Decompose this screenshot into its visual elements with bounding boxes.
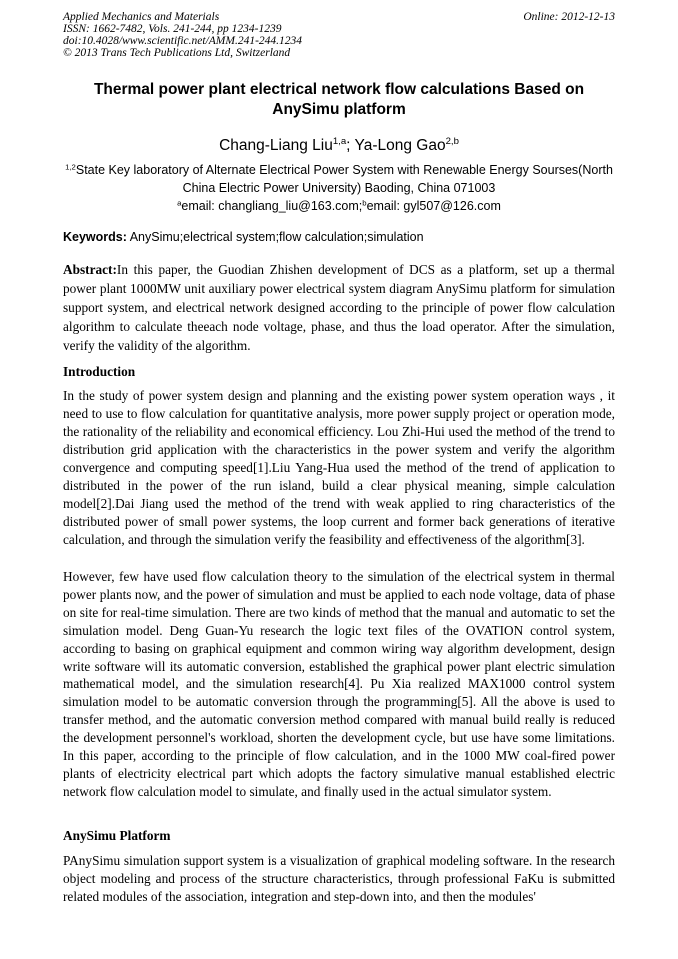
introduction-paragraph-1: In the study of power system design and planning and the existing power system operation ways , it need to use to flow calculation for quantitative analysis, more power supply project or operation mode, the rationality of the reliability and economical efficiency. Lou Zhi-Hui used the method of the trend to distribution grid application with the characteristics in the power system and verify the algorithm convergence and computing speed[1].Liu Yang-Hua used the method of the trend of application to distributed in the power of the run island, build a clear physical meaning, simple calculation model[2].Dai Jiang used the method of the trend with weak applied to ring characteristics of the distributed power of small power systems, the loop current and former back generations of iterative calculation, and through the simulation verify the feasibility and effectiveness of the algorithm[3]. xyxy=(63,388,615,547)
email-a-sup: a xyxy=(177,198,182,208)
author-1-sup: 1,a xyxy=(332,136,347,148)
email-a: email: changliang_liu@163.com; xyxy=(181,199,363,213)
author-2: Ya-Long Gao xyxy=(354,137,446,154)
aff-text: State Key laboratory of Alternate Electrical Power System with Renewable Energy Sourses(North China Electric Power University) Baoding, China 071003 xyxy=(75,163,613,195)
journal-header xyxy=(63,11,615,59)
anysimu-heading: AnySimu Platform xyxy=(63,828,171,843)
affiliation xyxy=(63,161,615,215)
introduction-heading: Introduction xyxy=(63,364,136,379)
abstract-label: Abstract: xyxy=(63,262,117,277)
doi: doi:10.4028/www.scientific.net/AMM.241-244.1234 xyxy=(63,35,303,47)
author-2-sup: 2,b xyxy=(445,136,459,148)
email-b-sup: b xyxy=(362,198,367,208)
online-date: Online: 2012-12-13 xyxy=(523,11,615,23)
issn: ISSN: 1662-7482, Vols. 241-244, pp 1234-1239 xyxy=(63,23,282,35)
abstract-text: In this paper, the Guodian Zhishen development of DCS as a platform, set up a thermal power plant 1000MW unit auxiliary power electrical system diagram AnySimu platform for simulation support system, and electrical network designed according to the principle of power flow calculation algorithm to calculate theeach node voltage, phase, and thus the load operator. After the simulation, verify the validity of the algorithm. xyxy=(63,262,615,353)
copyright: © 2013 Trans Tech Publications Ltd, Switzerland xyxy=(63,47,291,59)
keywords-label: Keywords: xyxy=(63,230,127,244)
author-sep: ; xyxy=(346,137,355,154)
email-b: email: gyl507@126.com xyxy=(366,199,501,213)
keywords-text: AnySimu;electrical system;flow calculation;simulation xyxy=(126,230,424,244)
authors xyxy=(63,137,615,155)
anysimu-paragraph: PAnySimu simulation support system is a visualization of graphical modeling software. In the research object modeling and process of the structure characteristics, through professional FaKu is submitted related modules of the association, integration and step-down into, and then the modules' xyxy=(63,853,615,904)
aff-sup: 1,2 xyxy=(65,162,76,172)
journal-name: Applied Mechanics and Materials xyxy=(63,11,220,23)
introduction-paragraph-2: However, few have used flow calculation theory to the simulation of the electrical system in thermal power plants now, and the power of simulation and must be applied to each node voltage, data of phase on site for real-time simulation. There are two kinds of method that the manual and automatic to set the simulation model. Deng Guan-Yu research the logic text files of the OVATION control system, according to basing on graphical equipment and common wiring way algorithm development, design write software will its automatic conversion, established the graphical power plant electric simulation mathematical model, and the simulation research[4]. Pu Xia realized MAX1000 control system simulation model to be automatic conversion through the programming[5]. All the above is used to transfer method, and the automatic conversion method compared with manual build really is reduced the development personnel's workload, shorten the development cycle, but use have some limitations. In this paper, according to the principle of flow calculation, and in the 1000 MW coal-fired power plants of electricity electrical part which adopts the factory simulative manual established electric network flow calculation model to simulate, and finally used in the actual simulator system. xyxy=(63,569,615,799)
keywords xyxy=(63,230,615,244)
abstract xyxy=(63,260,615,355)
author-1: Chang-Liang Liu xyxy=(219,137,333,154)
paper-title: Thermal power plant electrical network flow calculations Based on AnySimu platform xyxy=(93,81,585,118)
